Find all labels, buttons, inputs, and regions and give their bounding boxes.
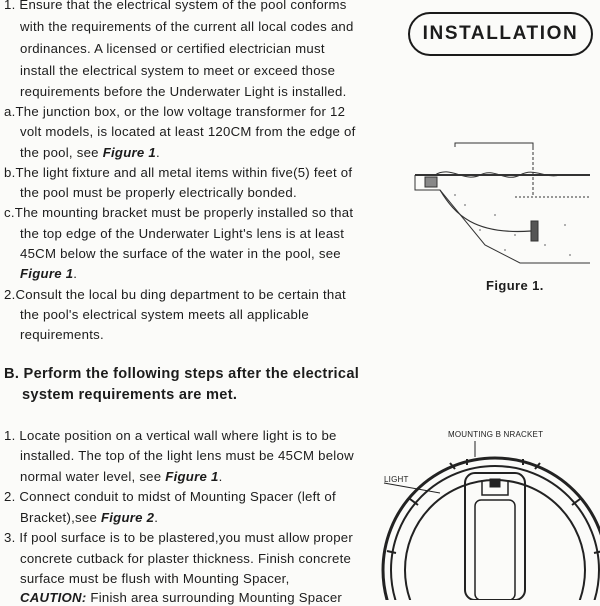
figure-reference: Figure 1 <box>102 145 156 160</box>
line-text: b.The light fixture and all metal items within five(5) feet of <box>4 165 353 180</box>
text-line <box>20 448 354 464</box>
figure-1-caption: Figure 1. <box>486 278 544 293</box>
line-text: 3. If pool surface is to be plastered,you must allow proper <box>4 530 354 545</box>
text-line <box>20 41 325 57</box>
line-text: install the electrical system to meet or exceed those <box>20 63 336 78</box>
line-text: the pool's electrical system meets all applicable <box>20 307 309 322</box>
figure-reference: Figure 1 <box>165 469 219 484</box>
figure-2-diagram <box>370 435 600 600</box>
text-line <box>20 19 354 35</box>
line-text: concrete cutback for plaster thickness. Finish concrete <box>20 551 352 566</box>
text-line <box>20 590 342 606</box>
line-text: 2.Consult the local bu ding department to be certain that <box>4 287 346 302</box>
text-line <box>20 145 160 161</box>
text-line <box>20 63 335 79</box>
text-line <box>20 571 290 587</box>
line-text: the top edge of the Underwater Light's lens is at least <box>20 226 345 241</box>
text-line <box>20 266 77 282</box>
figure-1-diagram <box>395 135 595 275</box>
text-line <box>4 287 346 303</box>
text-line <box>4 165 352 181</box>
text-line <box>20 510 158 526</box>
line-text: ordinances. A licensed or certified electrician must <box>20 41 325 56</box>
figure-reference: CAUTION: <box>20 590 87 605</box>
text-line <box>4 205 353 221</box>
section-b-heading: B. Perform the following steps after the electrical <box>4 366 360 382</box>
text-line <box>20 307 309 323</box>
line-suffix: . <box>155 145 160 160</box>
installation-badge: INSTALLATION <box>408 12 593 56</box>
line-text: normal water level, see <box>20 469 166 484</box>
text-line <box>4 0 347 13</box>
figure-reference: Figure 2 <box>100 510 155 525</box>
line-text: the pool, see <box>20 145 103 160</box>
text-line <box>4 104 345 120</box>
line-suffix: . <box>218 469 223 484</box>
line-text: Bracket),see <box>20 510 101 525</box>
text-line <box>20 551 351 567</box>
text-line <box>20 246 341 262</box>
line-text: surface must be flush with Mounting Spacer, <box>20 571 290 586</box>
line-text: requirements. <box>20 327 104 342</box>
text-line <box>20 124 356 140</box>
line-suffix: . <box>73 266 78 281</box>
section-b-heading-cont: system requirements are met. <box>22 387 238 403</box>
line-text: with the requirements of the current all local codes and <box>20 19 354 34</box>
mounting-bracket-label: MOUNTING B NRACKET <box>448 430 544 439</box>
text-line <box>20 226 344 242</box>
line-suffix: Finish area surrounding Mounting Spacer <box>86 590 343 605</box>
line-text: the pool must be properly electrically bonded. <box>20 185 297 200</box>
line-text: 1. Ensure that the electrical system of the pool conforms <box>4 0 347 12</box>
text-line <box>20 185 297 201</box>
text-line <box>4 428 337 444</box>
line-text: installed. The top of the light lens must be 45CM below <box>20 448 354 463</box>
line-suffix: . <box>154 510 159 525</box>
figure-reference: Figure 1 <box>20 266 74 281</box>
line-text: 45CM below the surface of the water in the pool, see <box>20 246 341 261</box>
line-text: 2. Connect conduit to midst of Mounting Spacer (left of <box>4 489 336 504</box>
line-text: volt models, is located at least 120CM from the edge of <box>20 124 356 139</box>
line-text: requirements before the Underwater Light is installed. <box>20 84 347 99</box>
text-line <box>4 489 336 505</box>
line-text: a.The junction box, or the low voltage transformer for 12 <box>4 104 346 119</box>
line-text: 1. Locate position on a vertical wall where light is to be <box>4 428 337 443</box>
text-line <box>4 530 353 546</box>
line-text: c.The mounting bracket must be properly installed so that <box>4 205 354 220</box>
text-line <box>20 84 347 100</box>
text-line <box>20 327 104 343</box>
text-line <box>20 469 222 485</box>
light-label: LIGHT <box>384 475 409 484</box>
